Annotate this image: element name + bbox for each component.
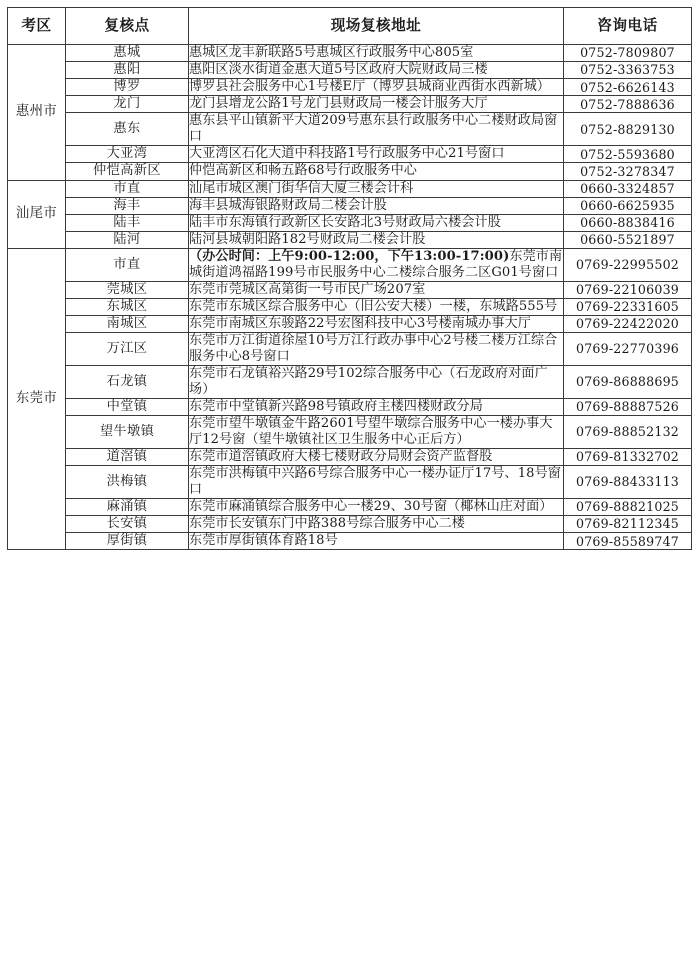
phone-cell: 0769-22995502: [564, 248, 692, 281]
review-point-cell: 望牛墩镇: [66, 416, 189, 449]
review-point-cell: 陆河: [66, 231, 189, 248]
table-row: [8, 416, 692, 449]
address-cell: 东莞市洪梅镇中兴路6号综合服务中心一楼办证厅17号、18号窗口: [189, 466, 564, 499]
column-header-district: 考区: [8, 8, 66, 45]
table-row: [8, 281, 692, 298]
phone-cell: 0769-88433113: [564, 466, 692, 499]
review-point-cell: 市直: [66, 180, 189, 197]
table-row: [8, 516, 692, 533]
review-point-cell: 莞城区: [66, 281, 189, 298]
table-row: [8, 316, 692, 333]
review-point-cell: 博罗: [66, 79, 189, 96]
address-cell: 东莞市麻涌镇综合服务中心一楼29、30号窗（椰林山庄对面）: [189, 499, 564, 516]
table-row: [8, 214, 692, 231]
review-point-cell: 陆丰: [66, 214, 189, 231]
phone-cell: 0752-5593680: [564, 146, 692, 163]
table-row: [8, 62, 692, 79]
review-point-cell: 惠阳: [66, 62, 189, 79]
address-cell: 东莞市莞城区高第街一号市民广场207室: [189, 281, 564, 298]
address-cell: 大亚湾区石化大道中科技路1号行政服务中心21号窗口: [189, 146, 564, 163]
address-cell: 陆丰市东海镇行政新区长安路北3号财政局六楼会计股: [189, 214, 564, 231]
phone-cell: 0660-8838416: [564, 214, 692, 231]
address-cell: 惠城区龙丰新联路5号惠城区行政服务中心805室: [189, 45, 564, 62]
address-cell: 东莞市望牛墩镇金牛路2601号望牛墩综合服务中心一楼办事大厅12号窗（望牛墩镇社区卫生服务中心正后方）: [189, 416, 564, 449]
phone-cell: 0769-85589747: [564, 533, 692, 550]
address-text: 东莞市南城街道鸿福路199号市民服务中心二楼综合服务二区G01号窗口: [189, 248, 563, 280]
phone-cell: 0769-22106039: [564, 281, 692, 298]
address-cell: 惠东县平山镇新平大道209号惠东县行政服务中心二楼财政局窗口: [189, 113, 564, 146]
district-cell: 惠州市: [8, 45, 66, 181]
district-cell: 东莞市: [8, 248, 66, 549]
phone-cell: 0660-3324857: [564, 180, 692, 197]
address-cell: 东莞市南城区东骏路22号宏图科技中心3号楼南城办事大厅: [189, 316, 564, 333]
column-header-address: 现场复核地址: [189, 8, 564, 45]
table-row: [8, 45, 692, 62]
table-row: [8, 533, 692, 550]
column-header-point: 复核点: [66, 8, 189, 45]
review-point-cell: 石龙镇: [66, 366, 189, 399]
phone-cell: 0769-88852132: [564, 416, 692, 449]
address-cell: 汕尾市城区澳门街华信大厦三楼会计科: [189, 180, 564, 197]
phone-cell: 0752-3363753: [564, 62, 692, 79]
review-point-cell: 大亚湾: [66, 146, 189, 163]
phone-cell: 0660-6625935: [564, 197, 692, 214]
address-cell: 陆河县城朝阳路182号财政局二楼会计股: [189, 231, 564, 248]
table-header-row: [8, 8, 692, 45]
address-cell: 东莞市长安镇东门中路388号综合服务中心二楼: [189, 516, 564, 533]
address-cell: 龙门县增龙公路1号龙门县财政局一楼会计服务大厅: [189, 96, 564, 113]
phone-cell: 0769-86888695: [564, 366, 692, 399]
table-row: [8, 466, 692, 499]
review-point-cell: 道滘镇: [66, 449, 189, 466]
address-cell: 东莞市石龙镇裕兴路29号102综合服务中心（石龙政府对面广场）: [189, 366, 564, 399]
table-body: [8, 45, 692, 550]
address-office-hours: （办公时间：上午9:00-12:00，下午13:00-17:00): [189, 248, 510, 264]
table-row: [8, 197, 692, 214]
table-header: [8, 8, 692, 45]
district-cell: 汕尾市: [8, 180, 66, 248]
address-cell: 东莞市中堂镇新兴路98号镇政府主楼四楼财政分局: [189, 398, 564, 415]
table-row: [8, 333, 692, 366]
review-point-cell: 长安镇: [66, 516, 189, 533]
column-header-phone: 咨询电话: [564, 8, 692, 45]
review-point-cell: 中堂镇: [66, 398, 189, 415]
address-cell: 惠阳区淡水街道金惠大道5号区政府大院财政局三楼: [189, 62, 564, 79]
table-row: [8, 499, 692, 516]
phone-cell: 0752-3278347: [564, 163, 692, 180]
review-point-cell: 东城区: [66, 298, 189, 315]
phone-cell: 0752-6626143: [564, 79, 692, 96]
table-row: [8, 163, 692, 180]
phone-cell: 0752-7888636: [564, 96, 692, 113]
phone-cell: 0769-22422020: [564, 316, 692, 333]
review-point-cell: 仲恺高新区: [66, 163, 189, 180]
review-point-cell: 惠东: [66, 113, 189, 146]
address-cell: 博罗县社会服务中心1号楼E厅（博罗县城商业西街水西新城）: [189, 79, 564, 96]
table-row: [8, 180, 692, 197]
address-cell: 东莞市东城区综合服务中心（旧公安大楼）一楼，东城路555号: [189, 298, 564, 315]
review-locations-table: [7, 7, 692, 550]
review-point-cell: 市直: [66, 248, 189, 281]
review-point-cell: 龙门: [66, 96, 189, 113]
table-row: [8, 231, 692, 248]
table-row: [8, 146, 692, 163]
review-point-cell: 麻涌镇: [66, 499, 189, 516]
phone-cell: 0769-22331605: [564, 298, 692, 315]
review-point-cell: 惠城: [66, 45, 189, 62]
phone-cell: 0769-88821025: [564, 499, 692, 516]
table-row: [8, 398, 692, 415]
address-cell: 海丰县城海银路财政局二楼会计股: [189, 197, 564, 214]
table-row: [8, 366, 692, 399]
address-cell: 东莞市道滘镇政府大楼七楼财政分局财会资产监督股: [189, 449, 564, 466]
phone-cell: 0752-8829130: [564, 113, 692, 146]
address-cell: 东莞市厚街镇体育路18号: [189, 533, 564, 550]
phone-cell: 0769-22770396: [564, 333, 692, 366]
table-row: [8, 96, 692, 113]
review-point-cell: 南城区: [66, 316, 189, 333]
address-cell: 仲恺高新区和畅五路68号行政服务中心: [189, 163, 564, 180]
address-cell: 东莞市万江街道徐屋10号万江行政办事中心2号楼二楼万江综合服务中心8号窗口: [189, 333, 564, 366]
table-row: [8, 298, 692, 315]
review-point-cell: 万江区: [66, 333, 189, 366]
phone-cell: 0769-81332702: [564, 449, 692, 466]
table-row: [8, 79, 692, 96]
table-row: [8, 113, 692, 146]
table-row: [8, 449, 692, 466]
phone-cell: 0660-5521897: [564, 231, 692, 248]
phone-cell: 0769-88887526: [564, 398, 692, 415]
phone-cell: 0752-7809807: [564, 45, 692, 62]
address-cell: [189, 248, 564, 281]
review-point-cell: 厚街镇: [66, 533, 189, 550]
table-row: [8, 248, 692, 281]
review-point-cell: 洪梅镇: [66, 466, 189, 499]
review-point-cell: 海丰: [66, 197, 189, 214]
phone-cell: 0769-82112345: [564, 516, 692, 533]
